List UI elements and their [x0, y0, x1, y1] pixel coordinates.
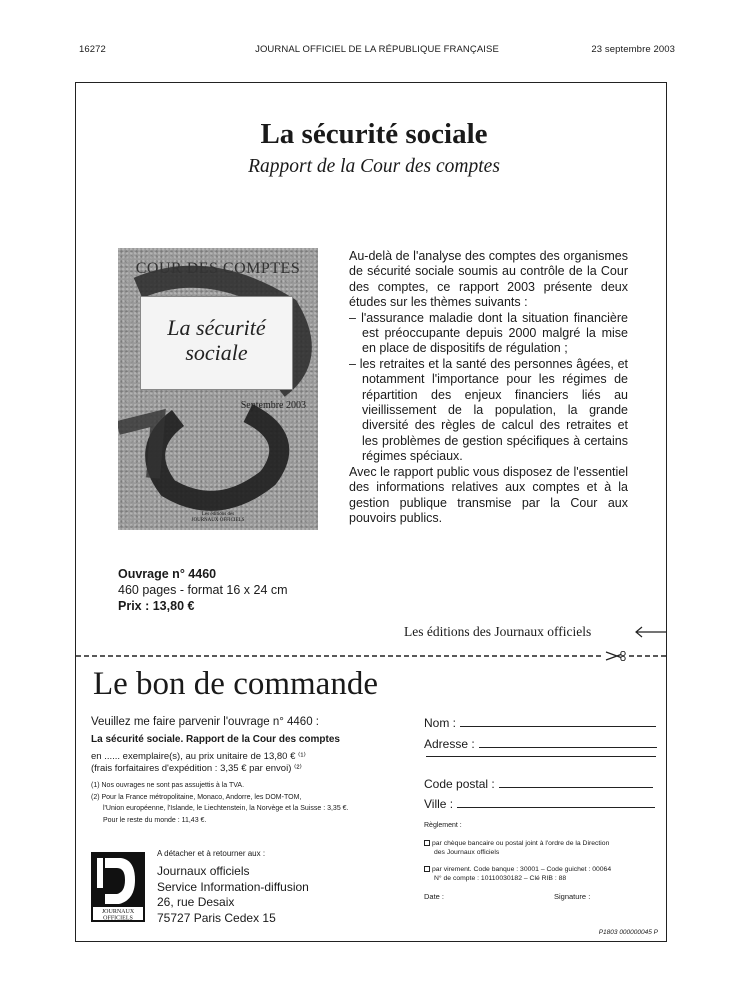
payment-option-cheque[interactable]	[424, 840, 609, 857]
adresse-label: Adresse :	[424, 737, 475, 751]
journaux-officiels-logo	[91, 852, 145, 922]
order-quantity	[91, 751, 411, 775]
order-request: Veuillez me faire parvenir l'ouvrage n° 4460 :	[91, 716, 319, 728]
order-form-title: Le bon de commande	[93, 666, 378, 702]
scissors-icon	[606, 651, 625, 660]
adresse-line-2[interactable]	[426, 756, 656, 757]
cheque-line2: des Journaux officiels	[434, 848, 500, 856]
adresse-field[interactable]	[424, 737, 657, 751]
book-description	[349, 249, 628, 526]
reference-code: P1803 000000045 P	[598, 929, 658, 936]
nom-label: Nom :	[424, 716, 457, 730]
description-list	[349, 311, 628, 465]
send-to-block	[157, 849, 309, 926]
logo-text-line2: OFFICIELS	[103, 915, 133, 922]
cover-title-line2: sociale	[185, 340, 248, 365]
description-intro: Au-delà de l'analyse des comptes des organismes de sécurité sociale soumis au contrôle de la Cour des comptes, ce rapport 2003 présente deux études sur les thèmes suivants :	[349, 249, 628, 310]
cover-title-line1: La sécurité	[167, 315, 266, 340]
send-to-address	[157, 864, 309, 926]
advert-title: La sécurité sociale	[260, 118, 488, 150]
nom-field[interactable]	[424, 716, 656, 730]
cut-line	[76, 651, 666, 661]
code-postal-line[interactable]	[499, 787, 653, 788]
logo-text-line1: JOURNAUX	[101, 909, 135, 915]
book-price: Prix : 13,80 €	[118, 599, 195, 613]
order-notes	[91, 780, 411, 826]
advert-subtitle: Rapport de la Cour des comptes	[248, 156, 500, 177]
send-to-label: A détacher et à retourner aux :	[157, 849, 266, 858]
editions-label: Les éditions des Journaux officiels	[404, 624, 592, 639]
virement-line2: N° de compte : 10110030182 – Clé RIB : 88	[434, 874, 567, 882]
checkbox-cheque[interactable]	[424, 840, 430, 846]
adresse-field-2[interactable]	[424, 756, 656, 760]
page-number: 16272	[79, 44, 106, 55]
book-number: Ouvrage n° 4460	[118, 567, 217, 581]
description-bullet: – l'assurance maladie dont la situation financière est préoccupante depuis 2000 malgré la mise en place de dispositifs de régulation ;	[349, 311, 628, 357]
payment-option-virement[interactable]	[424, 866, 611, 883]
cover-title	[141, 315, 292, 365]
journal-title: JOURNAL OFFICIEL DE LA RÉPUBLIQUE FRANÇAISE	[255, 44, 499, 55]
adresse-line[interactable]	[479, 747, 657, 748]
checkbox-virement[interactable]	[424, 866, 430, 872]
ville-label: Ville :	[424, 797, 454, 811]
book-cover-image	[118, 248, 318, 530]
cover-publisher	[178, 512, 258, 524]
date-label: Date :	[424, 892, 445, 901]
reglement-label: Règlement :	[424, 822, 462, 829]
address-line: 75727 Paris Cedex 15	[157, 910, 276, 925]
note-line: (1) Nos ouvrages ne sont pas assujettis à la TVA.	[91, 782, 245, 789]
cheque-line1: par chèque bancaire ou postal joint à l'ordre de la Direction	[432, 840, 610, 847]
virement-line1: par virement. Code banque : 30001 – Code guichet : 00064	[432, 866, 612, 873]
issue-date: 23 septembre 2003	[591, 44, 675, 55]
cover-publisher-line2: JOURNAUX OFFICIELS	[191, 518, 245, 523]
code-postal-field[interactable]	[424, 777, 653, 791]
address-line: 26, rue Desaix	[157, 895, 235, 909]
book-info	[118, 566, 288, 614]
note-line: Pour le reste du monde : 11,43 €.	[103, 816, 207, 824]
shipping-line: (frais forfaitaires d'expédition : 3,35 € par envoi) ⁽²⁾	[91, 763, 302, 774]
note-line: (2) Pour la France métropolitaine, Monaco, Andorre, les DOM-TOM,	[91, 793, 302, 801]
note-line: l'Union européenne, l'Islande, le Liechtenstein, la Norvège et la Suisse : 3,35 €.	[103, 805, 349, 812]
signature-label: Signature :	[554, 892, 591, 901]
book-format: 460 pages - format 16 x 24 cm	[118, 583, 288, 597]
code-postal-label: Code postal :	[424, 777, 495, 791]
ville-line[interactable]	[457, 807, 655, 808]
order-book-title: La sécurité sociale. Rapport de la Cour des comptes	[91, 734, 340, 745]
order-left-column	[91, 716, 411, 826]
nom-line[interactable]	[460, 726, 656, 727]
quantity-line: en ...... exemplaire(s), au prix unitaire de 13,80 € ⁽¹⁾	[91, 751, 306, 762]
ville-field[interactable]	[424, 797, 655, 811]
cover-date: Septembre 2003	[240, 400, 306, 411]
cover-publisher-line1: Les éditions des	[201, 512, 235, 517]
description-closing: Avec le rapport public vous disposez de l'essentiel des informations relatives aux comptes et à la gestion publique transmise par la Cour aux pouvoirs publics.	[349, 464, 628, 525]
address-line: Journaux officiels	[157, 864, 250, 878]
arrow-left-icon	[634, 625, 666, 639]
cover-title-box	[140, 296, 293, 390]
cover-header: COUR DES COMPTES	[135, 260, 301, 277]
page-header	[79, 44, 675, 58]
address-line: Service Information-diffusion	[157, 879, 309, 894]
description-bullet: – les retraites et la santé des personnes âgées, et notamment l'importance pour les régimes de répartition des enjeux financiers liés au vieillissement de la population, la grande diversité des règles de calcul des retraites et les problèmes de gestion spécifiques à certains régimes spéciaux.	[349, 357, 628, 465]
